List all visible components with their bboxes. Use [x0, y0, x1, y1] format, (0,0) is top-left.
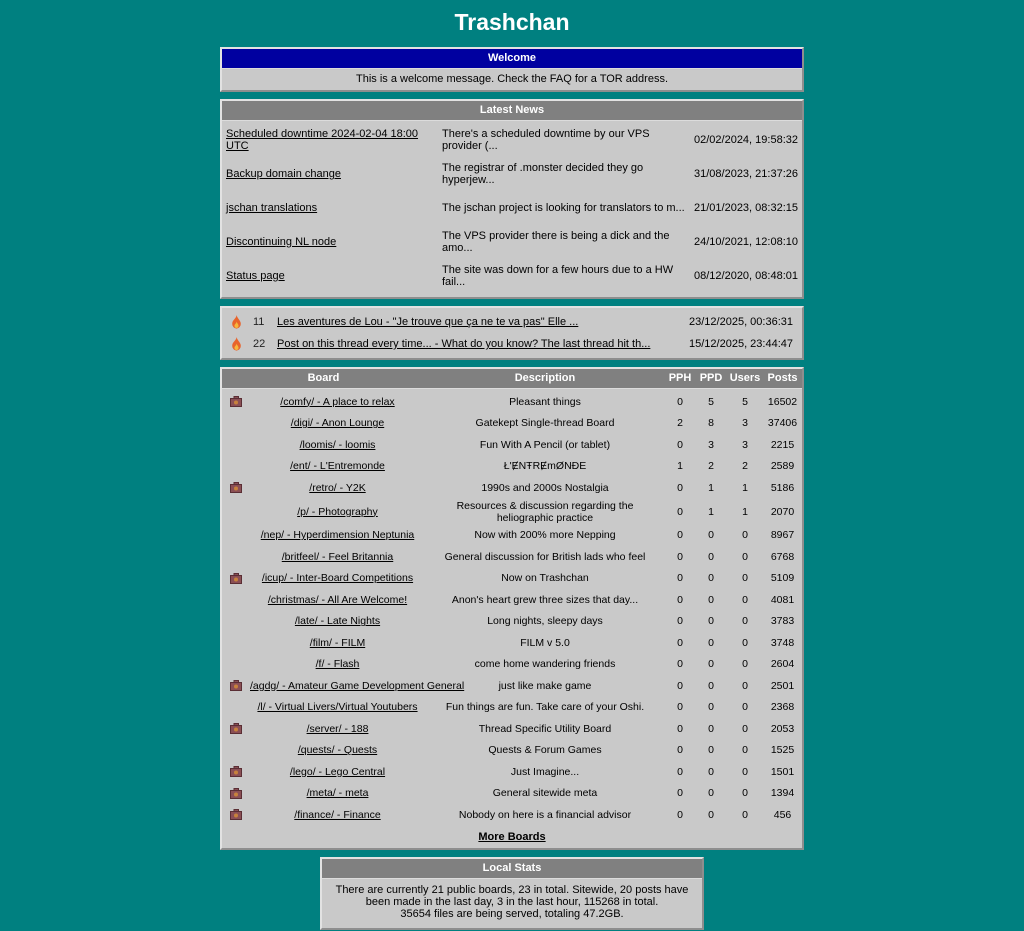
news-excerpt: The jschan project is looking for translators to m... [442, 202, 685, 214]
camera-icon [222, 766, 250, 777]
board-description: General discussion for British lads who feel [444, 550, 646, 563]
board-description: Just Imagine... [510, 765, 580, 778]
hot-thread-link[interactable]: Les aventures de Lou - "Je trouve que ça ne te va pas" Elle ... [277, 316, 579, 328]
board-users: 0 [742, 701, 748, 714]
board-description: just like make game [498, 679, 592, 692]
board-row [222, 456, 802, 478]
board-ppd: 0 [708, 765, 714, 778]
board-row [222, 761, 802, 783]
board-pph: 1 [677, 460, 683, 473]
news-panel [220, 99, 804, 299]
board-pph: 0 [677, 550, 683, 563]
board-description: Quests & Forum Games [488, 744, 602, 757]
board-link[interactable]: /meta/ - meta [306, 787, 369, 800]
board-users: 0 [742, 615, 748, 628]
stats-line-1: There are currently 21 public boards, 23 in total. Sitewide, 20 posts have been made in the last day, 3 in the last hour, 115268 in total. [335, 883, 689, 908]
news-excerpt: There's a scheduled downtime by our VPS provider (... [442, 128, 650, 152]
boards-table-body [222, 389, 802, 828]
local-stats-text [322, 879, 702, 928]
board-posts: 4081 [770, 593, 795, 606]
board-link[interactable]: /nep/ - Hyperdimension Neptunia [260, 529, 415, 542]
board-description: Nobody on here is a financial advisor [458, 808, 632, 821]
board-link[interactable]: /agdg/ - Amateur Game Development General [250, 679, 465, 692]
camera-icon [222, 723, 250, 734]
board-pph: 0 [677, 658, 683, 671]
column-header-description: Description [514, 372, 576, 384]
camera-icon [222, 809, 250, 820]
board-ppd: 1 [708, 481, 714, 494]
board-users: 0 [742, 529, 748, 542]
board-pph: 0 [677, 701, 683, 714]
board-posts: 2589 [770, 460, 795, 473]
board-ppd: 0 [708, 679, 714, 692]
welcome-panel [220, 47, 804, 92]
news-title-link[interactable]: Backup domain change [226, 168, 341, 180]
board-link[interactable]: /comfy/ - A place to relax [280, 395, 395, 408]
board-users: 0 [742, 658, 748, 671]
news-date: 31/08/2023, 21:37:26 [694, 168, 798, 180]
news-excerpt: The site was down for a few hours due to a HW fail... [442, 264, 674, 288]
board-row [222, 654, 802, 676]
board-ppd: 2 [708, 460, 714, 473]
board-posts: 5186 [770, 481, 795, 494]
board-link[interactable]: /digi/ - Anon Lounge [290, 417, 385, 430]
hot-thread-reply-count: 22 [253, 338, 266, 350]
camera-icon [222, 788, 250, 799]
board-ppd: 0 [708, 787, 714, 800]
camera-icon [222, 396, 250, 407]
board-row [222, 611, 802, 633]
board-row [222, 783, 802, 805]
board-users: 2 [742, 460, 748, 473]
board-users: 0 [742, 787, 748, 800]
board-posts: 5109 [770, 572, 795, 585]
news-row [222, 157, 802, 191]
board-pph: 0 [677, 744, 683, 757]
board-row [222, 804, 802, 826]
board-row [222, 477, 802, 499]
board-row [222, 718, 802, 740]
board-ppd: 0 [708, 550, 714, 563]
board-pph: 0 [677, 808, 683, 821]
board-users: 0 [742, 593, 748, 606]
hot-thread-link[interactable]: Post on this thread every time... - What do you know? The last thread hit th... [277, 338, 651, 350]
column-header-board: Board [307, 372, 340, 384]
hot-thread-date: 23/12/2025, 00:36:31 [689, 316, 793, 328]
board-link[interactable]: /britfeel/ - Feel Britannia [281, 550, 394, 563]
board-link[interactable]: /loomis/ - loomis [299, 438, 376, 451]
board-users: 0 [742, 550, 748, 563]
board-users: 1 [742, 481, 748, 494]
board-users: 1 [742, 505, 748, 518]
page-title: Trashchan [454, 9, 570, 35]
board-ppd: 0 [708, 701, 714, 714]
board-pph: 0 [677, 765, 683, 778]
board-users: 3 [742, 417, 748, 430]
board-description: Now with 200% more Nepping [474, 529, 616, 542]
board-users: 0 [742, 572, 748, 585]
board-description: Fun With A Pencil (or tablet) [479, 438, 611, 451]
board-description: Pleasant things [509, 395, 581, 408]
board-row [222, 589, 802, 611]
camera-icon [222, 482, 250, 493]
board-posts: 1525 [770, 744, 795, 757]
board-link[interactable]: /retro/ - Y2K [309, 481, 366, 494]
local-stats-header: Local Stats [322, 859, 702, 879]
board-link[interactable]: /icup/ - Inter-Board Competitions [261, 572, 414, 585]
board-description: 1990s and 2000s Nostalgia [481, 481, 609, 494]
board-row [222, 413, 802, 435]
board-description: Resources & discussion regarding the heliographic practice [456, 499, 634, 524]
board-row [222, 525, 802, 547]
board-users: 0 [742, 765, 748, 778]
board-link[interactable]: /lego/ - Lego Central [289, 765, 386, 778]
news-excerpt: The VPS provider there is being a dick and the amo... [442, 230, 670, 254]
board-posts: 1501 [770, 765, 795, 778]
board-ppd: 8 [708, 417, 714, 430]
board-posts: 2368 [770, 701, 795, 714]
board-row [222, 697, 802, 719]
board-users: 3 [742, 438, 748, 451]
board-link[interactable]: /p/ - Photography [297, 505, 378, 518]
news-title-link[interactable]: Scheduled downtime 2024-02-04 18:00 UTC [226, 128, 419, 152]
board-posts: 2053 [770, 722, 795, 735]
board-pph: 0 [677, 572, 683, 585]
board-posts: 2070 [770, 505, 795, 518]
board-ppd: 3 [708, 438, 714, 451]
board-description: FILM v 5.0 [520, 636, 570, 649]
news-date: 02/02/2024, 19:58:32 [694, 134, 798, 146]
board-row [222, 546, 802, 568]
board-description: Thread Specific Utility Board [478, 722, 612, 735]
news-date: 24/10/2021, 12:08:10 [694, 236, 798, 248]
flame-icon [231, 315, 251, 329]
news-row [222, 191, 802, 225]
board-users: 0 [742, 636, 748, 649]
board-posts: 2501 [770, 679, 795, 692]
news-header: Latest News [222, 101, 802, 121]
board-pph: 0 [677, 679, 683, 692]
board-pph: 0 [677, 593, 683, 606]
board-row [222, 675, 802, 697]
camera-icon [222, 573, 250, 584]
board-users: 0 [742, 744, 748, 757]
board-link[interactable]: /l/ - Virtual Livers/Virtual Youtubers [257, 701, 418, 714]
board-pph: 0 [677, 615, 683, 628]
more-boards-link[interactable]: More Boards [478, 830, 546, 843]
boards-table-header [222, 369, 802, 389]
board-description: Ł'ɆNŦRɆmØNĐE [503, 460, 587, 473]
column-header-users: Users [729, 372, 761, 384]
hot-thread-row [222, 311, 802, 333]
boards-panel [220, 367, 804, 850]
board-ppd: 0 [708, 658, 714, 671]
stats-line-2: 35654 files are being served, totaling 47.2GB. [400, 907, 624, 920]
board-link[interactable]: /server/ - 188 [306, 722, 369, 735]
board-ppd: 0 [708, 572, 714, 585]
board-row [222, 568, 802, 590]
board-ppd: 0 [708, 808, 714, 821]
column-header-pph: PPH [668, 372, 692, 384]
board-pph: 0 [677, 395, 683, 408]
board-posts: 456 [773, 808, 792, 821]
news-title-link[interactable]: Discontinuing NL node [226, 236, 337, 248]
hot-thread-date: 15/12/2025, 23:44:47 [689, 338, 793, 350]
news-list [222, 121, 802, 297]
hot-thread-row [222, 333, 802, 355]
board-ppd: 0 [708, 615, 714, 628]
board-description: come home wandering friends [474, 658, 616, 671]
board-pph: 0 [677, 529, 683, 542]
board-ppd: 0 [708, 529, 714, 542]
board-link[interactable]: /film/ - FILM [309, 636, 366, 649]
board-row [222, 632, 802, 654]
board-description: General sitewide meta [492, 787, 598, 800]
column-header-ppd: PPD [699, 372, 723, 384]
board-ppd: 0 [708, 593, 714, 606]
board-link[interactable]: /quests/ - Quests [297, 744, 378, 757]
board-description: Anon's heart grew three sizes that day... [451, 593, 639, 606]
board-posts: 1394 [770, 787, 795, 800]
board-posts: 8967 [770, 529, 795, 542]
welcome-message: This is a welcome message. Check the FAQ for a TOR address. [356, 73, 668, 85]
more-boards-row [222, 828, 802, 848]
board-link[interactable]: /finance/ - Finance [294, 808, 381, 821]
welcome-header: Welcome [222, 49, 802, 69]
board-pph: 2 [677, 417, 683, 430]
board-posts: 3748 [770, 636, 795, 649]
board-link[interactable]: /f/ - Flash [315, 658, 360, 671]
board-pph: 0 [677, 481, 683, 494]
news-title-link[interactable]: Status page [226, 270, 285, 282]
board-ppd: 0 [708, 636, 714, 649]
news-row [222, 225, 802, 259]
board-posts: 2604 [770, 658, 795, 671]
board-posts: 6768 [770, 550, 795, 563]
hot-threads-list [222, 308, 802, 358]
board-row [222, 391, 802, 413]
board-ppd: 5 [708, 395, 714, 408]
board-users: 0 [742, 722, 748, 735]
camera-icon [222, 680, 250, 691]
board-description: Gatekept Single-thread Board [475, 417, 615, 430]
board-posts: 16502 [767, 395, 798, 408]
hot-thread-reply-count: 11 [253, 316, 265, 328]
board-posts: 37406 [767, 417, 798, 430]
news-row [222, 123, 802, 157]
board-link[interactable]: /ent/ - L'Entremonde [290, 460, 385, 473]
board-description: Fun things are fun. Take care of your Oshi. [445, 701, 645, 714]
board-pph: 0 [677, 636, 683, 649]
flame-icon [231, 337, 251, 351]
board-posts: 3783 [770, 615, 795, 628]
board-posts: 2215 [770, 438, 795, 451]
news-date: 08/12/2020, 08:48:01 [694, 270, 798, 282]
board-description: Now on Trashchan [501, 572, 589, 585]
board-users: 0 [742, 808, 748, 821]
news-date: 21/01/2023, 08:32:15 [694, 202, 798, 214]
local-stats-panel [320, 857, 704, 930]
board-ppd: 0 [708, 722, 714, 735]
board-pph: 0 [677, 438, 683, 451]
board-link[interactable]: /late/ - Late Nights [294, 615, 381, 628]
column-header-posts: Posts [767, 372, 798, 384]
board-ppd: 0 [708, 744, 714, 757]
board-pph: 0 [677, 505, 683, 518]
board-row [222, 740, 802, 762]
board-link[interactable]: /christmas/ - All Are Welcome! [267, 593, 408, 606]
news-excerpt: The registrar of .monster decided they go hyperjew... [442, 162, 644, 186]
board-pph: 0 [677, 722, 683, 735]
hot-threads-panel [220, 306, 804, 360]
board-row [222, 434, 802, 456]
board-description: Long nights, sleepy days [487, 615, 603, 628]
news-row [222, 259, 802, 293]
board-ppd: 1 [708, 505, 714, 518]
board-users: 0 [742, 679, 748, 692]
board-row [222, 499, 802, 525]
board-pph: 0 [677, 787, 683, 800]
news-title-link[interactable]: jschan translations [226, 202, 318, 214]
board-users: 5 [742, 395, 748, 408]
